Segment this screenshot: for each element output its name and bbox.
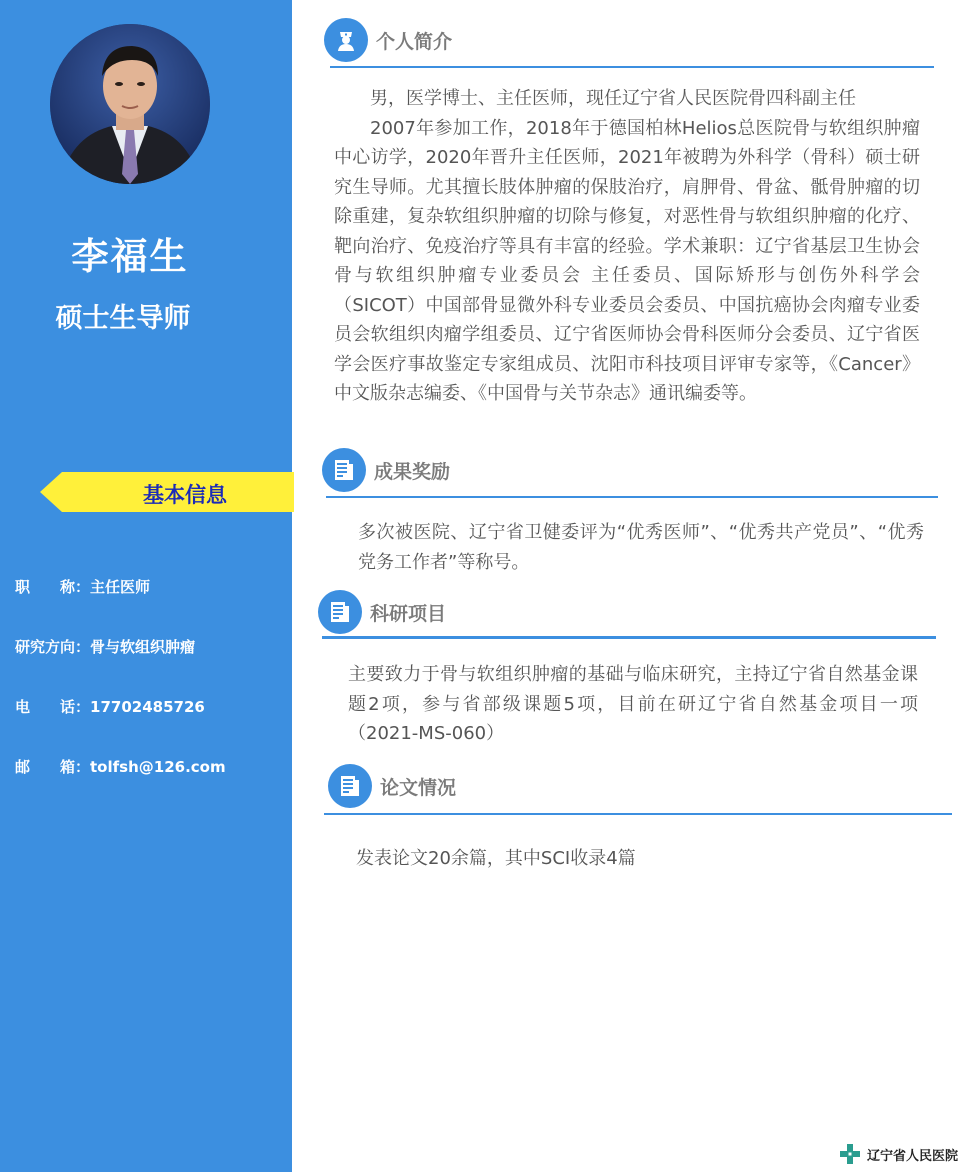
section-header-research	[318, 590, 918, 634]
hospital-logo	[839, 1142, 958, 1166]
section-title: 个人简介	[376, 31, 453, 53]
section-title: 科研项目	[370, 603, 447, 625]
portrait-image	[50, 24, 210, 184]
info-key: 邮 箱：	[15, 758, 91, 776]
info-value: 主任医师	[90, 578, 151, 596]
hospital-logo-icon	[839, 1143, 861, 1165]
section-divider	[324, 813, 952, 815]
section-divider	[322, 636, 936, 639]
intro-paragraph-2: 2007年参加工作，2018年于德国柏林Helios总医院骨与软组织肿瘤中心访学，2020年晋升主任医师，2021年被聘为外科学（骨科）硕士研究生导师。尤其擅长肢体肿瘤的保肢治疗，肩胛骨、骨盆、骶骨肿瘤的切除重建，复杂软组织肿瘤的切除与修复，对恶性骨与软组织肿瘤的化疗、靶向治疗、免疫治疗等具有丰富的经验。学术兼职：辽宁省基层卫生协会骨与软组织肿瘤专业委员会 主任委员、国际矫形与创伤外科学会（SICOT）中国部骨显微外科专业委员会委员、中国抗癌协会肉瘤专业委员会软组织肉瘤学组委员、辽宁省医师协会骨科医师分会委员、辽宁省医学会医疗事故鉴定专家组成员、沈阳市科技项目评审专家等，《Cancer》中文版杂志编委、《中国骨与关节杂志》通讯编委等。	[334, 117, 920, 404]
awards-text: 多次被医院、辽宁省卫健委评为“优秀医师”、“优秀共产党员”、“优秀党务工作者”等称号。	[358, 522, 924, 573]
section-header-awards	[322, 448, 922, 492]
section-title: 论文情况	[380, 777, 457, 799]
info-value[interactable]: tolfsh@126.com	[90, 758, 226, 776]
info-row-research	[15, 636, 195, 657]
basic-info-title: 基本信息	[143, 483, 227, 507]
hospital-logo-text: 辽宁省人民医院	[866, 1148, 958, 1164]
person-role: 硕士生导师	[55, 303, 191, 334]
research-text: 主要致力于骨与软组织肿瘤的基础与临床研究，主持辽宁省自然基金课题2项，参与省部级课题5项，目前在研辽宁省自然基金项目一项（2021-MS-060）	[348, 664, 918, 744]
document-icon	[322, 448, 366, 492]
info-key: 研究方向：	[15, 638, 91, 656]
info-row-title	[15, 576, 150, 597]
section-header-intro	[324, 18, 924, 62]
person-name: 李福生	[71, 235, 189, 278]
profile-sidebar	[0, 0, 292, 1172]
section-title: 成果奖励	[374, 461, 451, 483]
info-value: 骨与软组织肿瘤	[90, 638, 196, 656]
basic-info-banner	[40, 472, 294, 512]
info-row-email	[15, 756, 226, 777]
nurse-icon	[324, 18, 368, 62]
main-content	[292, 0, 966, 1172]
info-key: 职 称：	[15, 578, 91, 596]
papers-text: 发表论文20余篇，其中SCI收录4篇	[356, 848, 636, 869]
intro-paragraph-1: 男，医学博士、主任医师，现任辽宁省人民医院骨四科副主任	[370, 88, 856, 109]
document-icon	[318, 590, 362, 634]
section-divider	[330, 66, 934, 68]
document-icon	[328, 764, 372, 808]
info-value: 17702485726	[90, 698, 205, 716]
section-divider	[326, 496, 938, 498]
info-row-phone	[15, 696, 205, 717]
intro-text	[334, 84, 920, 409]
section-header-papers	[328, 764, 928, 808]
avatar	[50, 24, 210, 184]
info-key: 电 话：	[15, 698, 91, 716]
